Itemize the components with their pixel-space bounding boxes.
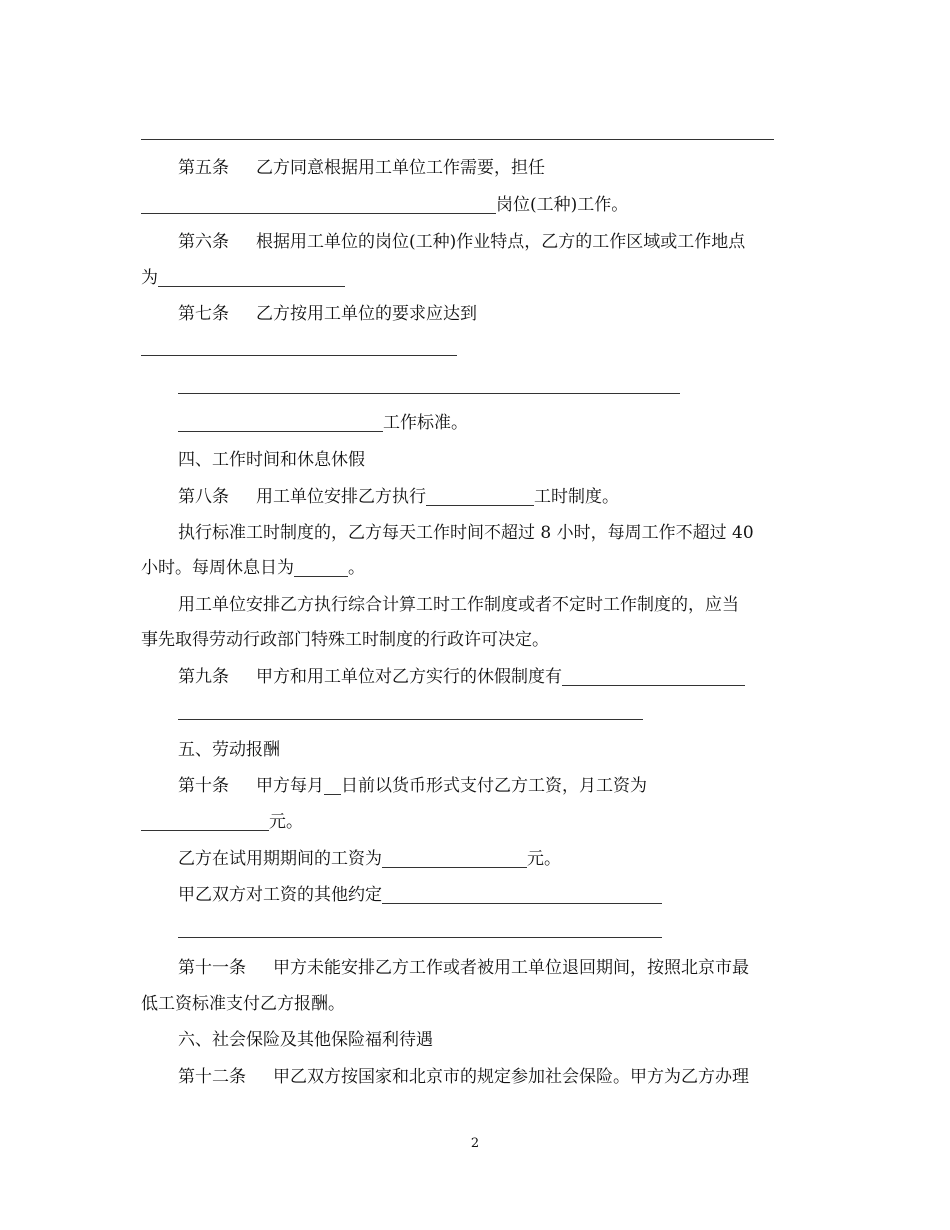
fill-blank <box>562 667 745 686</box>
article-label: 第七条 <box>178 304 229 324</box>
fill-blank <box>324 776 341 795</box>
article-7: 第七条 乙方按用工单位的要求应达到 <box>178 304 477 324</box>
fill-blank <box>426 487 534 506</box>
article-9: 第九条 甲方和用工单位对乙方实行的休假制度有 <box>178 666 745 688</box>
special-hours-line2: 事先取得劳动行政部门特殊工时制度的行政许可决定。 <box>141 630 549 650</box>
article-8: 第八条 用工单位安排乙方执行 工时制度。 <box>178 487 619 507</box>
fill-blank <box>382 885 662 904</box>
article-label: 第八条 <box>178 487 229 507</box>
fill-blank <box>158 268 345 287</box>
article-6-continued: 为 <box>141 267 345 289</box>
fill-blank <box>294 558 348 577</box>
article-label: 第十条 <box>178 776 229 796</box>
article-5-continued: 岗位(工种)工作。 <box>141 194 628 216</box>
standard-hours-line1: 执行标准工时制度的，乙方每天工作时间不超过 8 小时，每周工作不超过 40 <box>178 523 754 543</box>
fill-blank <box>141 195 496 214</box>
article-11: 第十一条 甲方未能安排乙方工作或者被用工单位退回期间，按照北京市最 <box>178 958 749 978</box>
article-label: 第十一条 <box>178 958 246 978</box>
blank-line <box>141 355 457 356</box>
fill-blank <box>382 849 527 868</box>
article-label: 第五条 <box>178 158 229 178</box>
special-hours-line1: 用工单位安排乙方执行综合计算工时工作制度或者不定时工作制度的，应当 <box>178 595 739 615</box>
article-label: 第九条 <box>178 667 229 687</box>
fill-blank <box>141 812 269 831</box>
fill-blank <box>178 413 383 432</box>
blank-line <box>141 139 774 140</box>
article-label: 第六条 <box>178 232 229 252</box>
article-11-continued: 低工资标准支付乙方报酬。 <box>141 994 345 1014</box>
section-6-heading: 六、社会保险及其他保险福利待遇 <box>178 1030 433 1050</box>
article-7-continued: 工作标准。 <box>178 412 468 434</box>
article-6: 第六条 根据用工单位的岗位(工种)作业特点，乙方的工作区域或工作地点 <box>178 232 746 252</box>
article-label: 第十二条 <box>178 1067 246 1087</box>
blank-line <box>178 393 680 394</box>
trial-wage: 乙方在试用期期间的工资为 元。 <box>178 849 561 869</box>
article-10: 第十条 甲方每月 日前以货币形式支付乙方工资，月工资为 <box>178 776 647 796</box>
standard-hours-line2: 小时。每周休息日为 。 <box>141 558 365 578</box>
blank-line <box>178 719 643 720</box>
article-10-continued: 元。 <box>141 811 303 833</box>
blank-line <box>178 937 662 938</box>
article-12: 第十二条 甲乙双方按国家和北京市的规定参加社会保险。甲方为乙方办理 <box>178 1067 749 1087</box>
article-5: 第五条 乙方同意根据用工单位工作需要，担任 <box>178 158 545 178</box>
section-5-heading: 五、劳动报酬 <box>178 740 280 760</box>
section-4-heading: 四、工作时间和休息休假 <box>178 450 365 470</box>
other-wage-terms: 甲乙双方对工资的其他约定 <box>178 884 662 906</box>
page-number: 2 <box>470 1136 480 1151</box>
